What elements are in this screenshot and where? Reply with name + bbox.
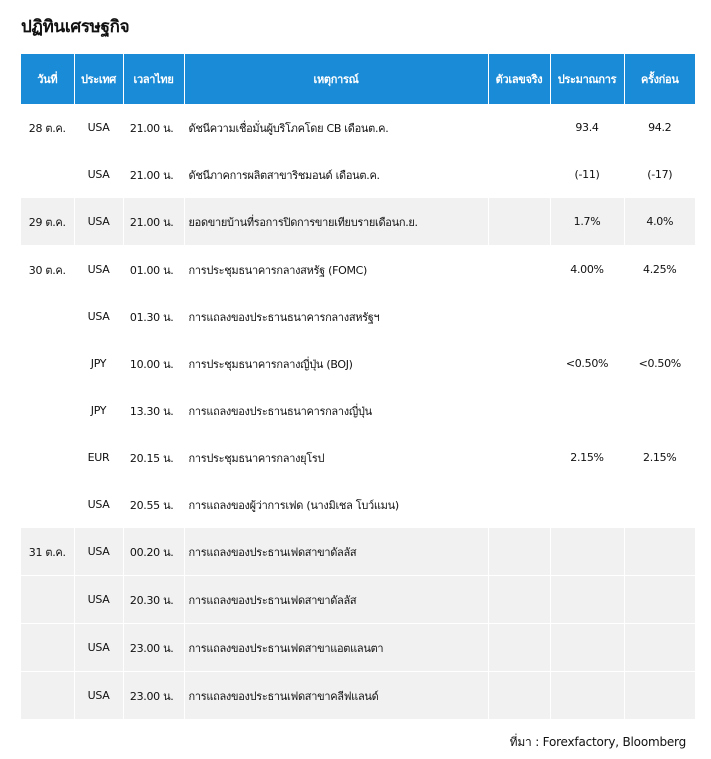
cell-previous — [624, 481, 695, 528]
cell-actual — [488, 293, 550, 340]
cell-previous: 4.25% — [643, 263, 677, 276]
cell-country: USA — [74, 198, 123, 246]
cell-date: 29 ต.ค. — [21, 198, 74, 246]
cell-actual — [488, 672, 550, 720]
table-row — [21, 624, 695, 672]
cell-event: การแถลงของผู้ว่าการเฟด (นางมิเชล โบว์แมน) — [184, 481, 488, 528]
cell-previous — [624, 576, 695, 624]
cell-event: การแถลงของประธานเฟดสาขาดัลลัส — [184, 528, 488, 576]
header-row — [21, 54, 695, 104]
cell-time: 21.00 น. — [123, 104, 184, 151]
cell-country: USA — [74, 293, 123, 340]
cell-time: 00.20 น. — [123, 528, 184, 576]
table-row — [21, 293, 695, 340]
cell-time: 21.00 น. — [123, 198, 184, 246]
cell-date — [21, 387, 74, 434]
cell-country: USA — [74, 528, 123, 576]
cell-previous — [624, 624, 695, 672]
cell-event: ยอดขายบ้านที่รอการปิดการขายเทียบรายเดือนก.ย. — [184, 198, 488, 246]
header-previous: ครั้งก่อน — [624, 54, 695, 104]
table-row — [21, 481, 695, 528]
cell-date — [21, 151, 74, 198]
cell-actual — [488, 481, 550, 528]
header-event: เหตุการณ์ — [184, 54, 488, 104]
header-date: วันที่ — [21, 54, 74, 104]
cell-country: USA — [74, 151, 123, 198]
cell-time: 10.00 น. — [123, 340, 184, 387]
cell-date — [21, 481, 74, 528]
cell-event: การแถลงของประธานธนาคารกลางญี่ปุ่น — [184, 387, 488, 434]
table-row — [21, 104, 695, 151]
cell-event: การประชุมธนาคารกลางสหรัฐ (FOMC) — [184, 246, 488, 294]
cell-previous: <0.50% — [638, 357, 681, 370]
cell-date — [21, 672, 74, 720]
table-row — [21, 246, 695, 294]
cell-actual — [488, 151, 550, 198]
cell-time: 20.30 น. — [123, 576, 184, 624]
cell-event: การแถลงของประธานเฟดสาขาแอตแลนตา — [184, 624, 488, 672]
table-header — [21, 54, 695, 104]
table-row — [21, 340, 695, 387]
page-title: ปฏิทินเศรษฐกิจ — [21, 17, 130, 37]
cell-actual — [488, 104, 550, 151]
economic-calendar-table — [21, 54, 695, 720]
cell-forecast — [550, 293, 624, 340]
cell-forecast — [550, 576, 624, 624]
cell-country: USA — [74, 104, 123, 151]
cell-date — [21, 293, 74, 340]
cell-previous — [624, 293, 695, 340]
cell-date — [21, 576, 74, 624]
cell-forecast — [550, 387, 624, 434]
cell-actual — [488, 528, 550, 576]
cell-event: การแถลงของประธานเฟดสาขาดัลลัส — [184, 576, 488, 624]
cell-date — [21, 340, 74, 387]
cell-date — [21, 624, 74, 672]
cell-forecast — [550, 481, 624, 528]
cell-event: การประชุมธนาคารกลางญี่ปุ่น (BOJ) — [184, 340, 488, 387]
cell-event: การประชุมธนาคารกลางยุโรป — [184, 434, 488, 481]
cell-actual — [488, 434, 550, 481]
cell-previous: 2.15% — [643, 451, 677, 464]
cell-forecast — [550, 528, 624, 576]
cell-time: 23.00 น. — [123, 624, 184, 672]
cell-previous: 94.2 — [648, 121, 672, 134]
cell-previous — [624, 528, 695, 576]
cell-event: ดัชนีภาคการผลิตสาขาริชมอนด์ เดือนต.ค. — [184, 151, 488, 198]
cell-date — [21, 434, 74, 481]
cell-actual — [488, 246, 550, 294]
cell-forecast: (-11) — [550, 151, 624, 198]
cell-time: 20.15 น. — [123, 434, 184, 481]
cell-date: 31 ต.ค. — [21, 528, 74, 576]
cell-country: USA — [74, 576, 123, 624]
cell-forecast: 2.15% — [550, 434, 624, 481]
cell-time: 20.55 น. — [123, 481, 184, 528]
cell-country: USA — [74, 481, 123, 528]
cell-time: 01.30 น. — [123, 293, 184, 340]
cell-country: USA — [74, 624, 123, 672]
table-row — [21, 434, 695, 481]
table-body — [21, 104, 695, 720]
header-actual: ตัวเลขจริง — [488, 54, 550, 104]
table-row — [21, 576, 695, 624]
header-forecast: ประมาณการ — [550, 54, 624, 104]
table-row — [21, 151, 695, 198]
header-country: ประเทศ — [74, 54, 123, 104]
cell-actual — [488, 340, 550, 387]
cell-time: 01.00 น. — [123, 246, 184, 294]
cell-time: 21.00 น. — [123, 151, 184, 198]
cell-actual — [488, 624, 550, 672]
cell-actual — [488, 198, 550, 246]
cell-country: USA — [74, 246, 123, 294]
cell-actual — [488, 387, 550, 434]
cell-event: การแถลงของประธานเฟดสาขาคลีฟแลนด์ — [184, 672, 488, 720]
cell-actual — [488, 576, 550, 624]
cell-date: 30 ต.ค. — [21, 246, 74, 294]
cell-country: JPY — [74, 340, 123, 387]
cell-forecast: <0.50% — [550, 340, 624, 387]
cell-country: JPY — [74, 387, 123, 434]
cell-date: 28 ต.ค. — [21, 104, 74, 151]
cell-previous: (-17) — [647, 168, 673, 181]
cell-event: การแถลงของประธานธนาคารกลางสหรัฐฯ — [184, 293, 488, 340]
cell-forecast — [550, 672, 624, 720]
cell-previous: 4.0% — [624, 198, 695, 246]
source-note: ที่มา : Forexfactory, Bloomberg — [509, 735, 686, 749]
cell-forecast: 93.4 — [550, 104, 624, 151]
cell-previous — [624, 387, 695, 434]
cell-country: EUR — [74, 434, 123, 481]
cell-time: 23.00 น. — [123, 672, 184, 720]
table-row — [21, 672, 695, 720]
table-row — [21, 387, 695, 434]
cell-event: ดัชนีความเชื่อมั่นผู้บริโภคโดย CB เดือนต.ค. — [184, 104, 488, 151]
cell-previous — [624, 672, 695, 720]
cell-forecast — [550, 624, 624, 672]
table-row — [21, 528, 695, 576]
cell-time: 13.30 น. — [123, 387, 184, 434]
table-row — [21, 198, 695, 246]
header-time: เวลาไทย — [123, 54, 184, 104]
cell-forecast: 4.00% — [550, 246, 624, 294]
cell-forecast: 1.7% — [550, 198, 624, 246]
cell-country: USA — [74, 672, 123, 720]
